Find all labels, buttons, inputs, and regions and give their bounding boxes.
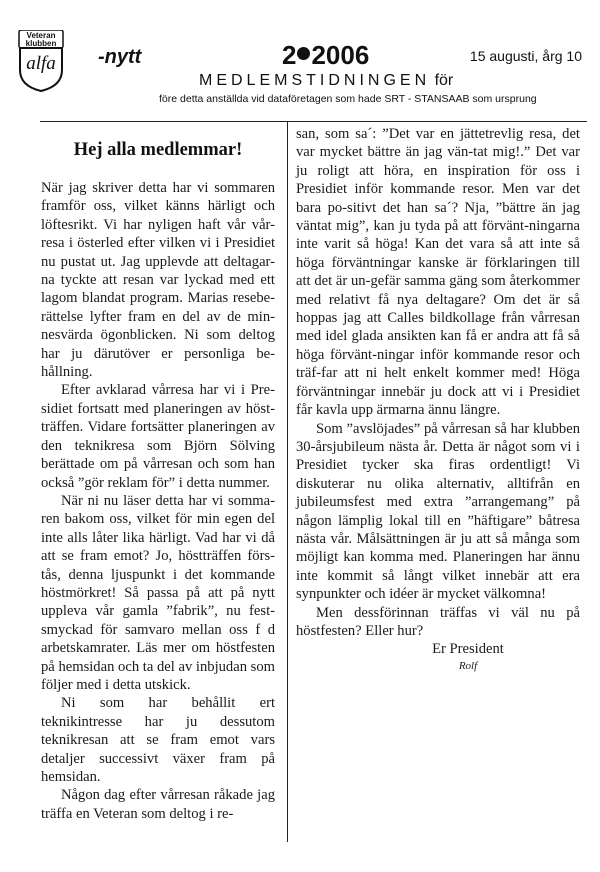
masthead-text: MEDLEMSTIDNINGEN — [199, 72, 431, 89]
article-signature: Rolf — [458, 659, 478, 672]
newsletter-name: -nytt — [98, 46, 142, 68]
logo-text-line1: Veteran — [26, 31, 56, 40]
masthead-title — [199, 72, 453, 90]
article-paragraph: Som ”avslöjades” på vårresan så har klubben 30-årsjubileum nästa år. Detta är något som vi i Presidiet tycker ska firas ordentligt! Vi diskuterar nu olika alternativ, alltifrån en jubileumsfest med extra ”arrangemang” på någon lämplig lokal till en ”häftigare” båtresa nästa vår. Målsättningen är ju att så många som möjligt kan komma med. Planeringen har ännu inte kommit så långt vilket innebär att era synpunkter och idéer är mycket välkomna! — [296, 420, 580, 603]
masthead-tagline: före detta anställda vid dataföretagen som hade SRT - STANSAAB som ursprung — [159, 93, 537, 105]
logo-wordmark: alfa — [26, 53, 56, 74]
issue-date: 15 augusti, årg 10 — [469, 48, 582, 64]
article-headline: Hej alla medlemmar! — [73, 140, 243, 160]
issue-number: 2 — [282, 40, 297, 70]
article-column-left — [41, 125, 275, 823]
article-paragraph: När jag skriver detta har vi sommaren framför oss, vilket känns härligt och löftesrikt. Vi har nyligen haft vår vår-resa i österled efter vilken vi i Presidiet nu pustat ut. Jag upplevde att deltagar-na tyckte att resan var lyckad med ett lagom blandat program. Marias resebe-rättelse lyfter fram en del av de min-nesvärda ögonblicken. Ni som deltog har ju därutöver er personliga be-hållning. — [41, 180, 275, 381]
article-paragraph: Men dessförinnan träffas vi väl nu på höstfesten? Eller hur? — [296, 604, 580, 639]
veteranklubben-alfa-logo — [18, 30, 64, 92]
header-divider — [40, 121, 587, 122]
article-paragraph: När ni nu läser detta har vi somma-ren bakom oss, vilket för min egen del inte alls låter lika härligt. Vad har vi då att se fram emot? Jo, höstträffen förs-tås, denna ljuspunkt i det kommande höstmörkret! Så passa på att på nytt uppleva vår gamla ”fabrik”, nu fest-smyckad för samvaro mellan oss f d arbetskamrater. Läs mer om höstfesten på hemsidan och ta del av inbjudan som följer med i detta utskick. — [41, 492, 275, 693]
issue-label — [282, 41, 369, 69]
article-column-right — [296, 125, 580, 673]
article-paragraph: Någon dag efter vårresan råkade jag träffa en Veteran som deltog i re- — [41, 787, 275, 822]
logo-text-line2: klubben — [25, 39, 57, 48]
masthead-suffix: för — [434, 72, 454, 89]
article-paragraph: Efter avklarad vårresa har vi i Pre-sidiet fortsatt med planeringen av höst-träffen. Vidare fortsätter planeringen av den teknikresa som Björn Sölving berättade om på vårresan och som han också ”gör reklam för” i detta nummer. — [41, 382, 275, 491]
article-paragraph: Ni som har behållit ert teknikintresse har ju dessutom teknikresan att se fram emot vars detaljer successivt växer fram på hemsidan. — [41, 695, 275, 785]
bullet-icon — [297, 47, 310, 60]
issue-year: 2006 — [311, 40, 370, 70]
article-paragraph: san, som sa´: ”Det var en jättetrevlig resa, det var mycket bättre än jag vän-tat mig!.” Det var ju roligt att höra, en inspiration för oss i Presidiet inför kommande resor. Men var det bara po-sitivt det han sa´? Nja, ”bättre än jag väntat mig”, kan ju tyda på att förvänt-ningarna inte varit så höga! Kan det vara så att inte så höga förväntningar kanske är förklaringen till att det är un-gefär samma gäng som återkommer med relativt få nya deltagare? Om det är så hoppas jag att Calles bildkollage från vårresan med idel glada ansikten kan få er andra att få så höga förvänt-ningar inför kommande resor och träf-far att ni helt enkelt kommer med! Höga förväntningar innebär ju dock att vi i Presidiet får kavla upp ärmarna ännu längre. — [296, 126, 580, 419]
article-signoff: Er President — [432, 641, 504, 658]
column-divider — [287, 121, 288, 842]
